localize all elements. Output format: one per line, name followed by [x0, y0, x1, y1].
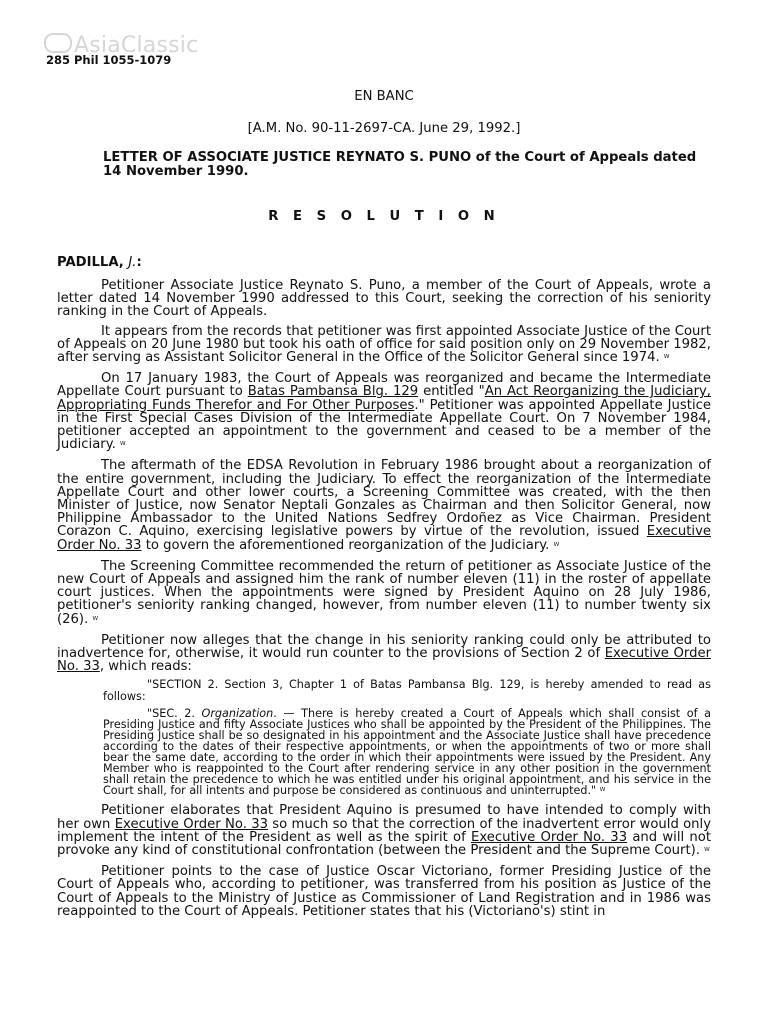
- resolution-heading: R E S O L U T I O N: [268, 209, 500, 224]
- paragraph-5: The Screening Committee recommended the return of petitioner as Associate Justice of the new Court of Appeals and assigned him the rank of number eleven (11) in the roster of appellate court justices. When the appointments were signed by President Aquino on 28 July 1986, petitioner's seniority ranking changed, however, from number eleven (11) to number twenty six (26). ᵂ: [57, 558, 711, 627]
- docket-number: [A.M. No. 90-11-2697-CA. June 29, 1992.]: [247, 121, 521, 136]
- logo-icon: [44, 33, 72, 53]
- paragraph-6: Petitioner now alleges that the change in his seniority ranking could only be attributed to inadvertence for, otherwise, it would run counter to the provisions of Section 2 of Executive Order No. 33, which reads:: [57, 632, 711, 675]
- link-eo-33[interactable]: Executive Order No. 33: [57, 524, 711, 553]
- link-bp-129[interactable]: Batas Pambansa Blg. 129: [247, 384, 419, 400]
- link-eo-33[interactable]: Executive Order No. 33: [471, 829, 628, 845]
- link-eo-33[interactable]: Executive Order No. 33: [114, 816, 268, 832]
- quote-sec-2-organization: "SEC. 2. Organization. — There is hereby created a Court of Appeals which shall consist of a Presiding Justice and fifty Associate Justices who shall be appointed by the President of the Philippines. The Presiding Justice shall be so designated in his appointment and the Associate Justice shall have precedence according to the dates of their respective appointments, or when the appointments of two or more shall bear the same date, according to the order in which their appointments were issued by the President. Any Member who is reappointed to the Court after rendering service in any other position in the government shall retain the precedence to which he was entitled under his original appointment, and his service in the Court shall, for all intents and purpose be considered as continuous and uninterrupted." ᵂ: [103, 706, 711, 798]
- link-eo-33[interactable]: Executive Order No. 33: [57, 646, 711, 675]
- footnote-icon[interactable]: ᵂ: [599, 787, 606, 798]
- footnote-icon[interactable]: ᵂ: [663, 354, 670, 365]
- paragraph-3: On 17 January 1983, the Court of Appeals was reorganized and became the Intermediate Appellate Court pursuant to Batas Pambansa Blg. 129 entitled "An Act Reorganizing the Judiciary, Appropriating Funds Therefor and For Other Purposes." Petitioner was appointed Appellate Justice in the First Special Cases Division of the Intermediate Appellate Court. On 7 November 1984, petitioner accepted an appointment to the government and ceased to be a member of the Judiciary. ᵂ: [57, 371, 711, 453]
- footnote-icon[interactable]: ᵂ: [120, 441, 126, 452]
- citation: 285 Phil 1055-1079: [46, 53, 172, 67]
- paragraph-2: It appears from the records that petitioner was first appointed Associate Justice of the Court of Appeals on 20 June 1980 but took his oath of office for said position only on 29 November 1982, after serving as Assistant Solicitor General in the Office of the Solicitor General since 1974. ᵂ: [57, 323, 711, 366]
- footnote-icon[interactable]: ᵂ: [704, 847, 710, 858]
- footnote-icon[interactable]: ᵂ: [553, 541, 560, 552]
- footnote-icon[interactable]: ᵂ: [92, 615, 99, 626]
- paragraph-4: The aftermath of the EDSA Revolution in February 1986 brought about a reorganization of the entire government, including the Judiciary. To effect the reorganization of the Intermediate Appellate Court and other lower courts, a Screening Committee was created, with the then Minister of Justice, now Senator Neptali Gonzales as Chairman and then Solicitor General, now Philippine Ambassador to the United Nations Sedfrey Ordoñez as Vice Chairman. President Corazon C. Aquino, exercising legislative powers by virtue of the revolution, issued Executive Order No. 33 to govern the aforementioned reorganization of the Judiciary. ᵂ: [57, 458, 711, 553]
- resolution-body: [57, 279, 711, 924]
- letter-title: LETTER OF ASSOCIATE JUSTICE REYNATO S. PUNO of the Court of Appeals dated 14 November 1990.: [103, 150, 697, 179]
- division-heading: EN BANC: [354, 89, 414, 104]
- watermark-text: AsiaClassic: [74, 33, 199, 58]
- link-act-reorganizing[interactable]: An Act Reorganizing the Judiciary, Appropriating Funds Therefor and For Other Purposes: [57, 384, 711, 413]
- paragraph-7: Petitioner elaborates that President Aquino is presumed to have intended to comply with her own Executive Order No. 33 so much so that the correction of the inadvertent error would only implement the intent of the President as well as the spirit of Executive Order No. 33 and will not provoke any kind of constitutional confrontation (between the President and the Supreme Court). ᵂ: [57, 803, 712, 859]
- paragraph-8: Petitioner points to the case of Justice Oscar Victoriano, former Presiding Justice of the Court of Appeals who, according to petitioner, was transferred from his position as Justice of the Court of Appeals to the Ministry of Justice as Commissioner of Land Registration and in 1986 was reappointed to the Court of Appeals. Petitioner states that his (Victoriano's) stint in: [57, 864, 711, 919]
- ponente: PADILLA, J.:: [57, 255, 142, 270]
- quote-section-2: "SECTION 2. Section 3, Chapter 1 of Batas Pambansa Blg. 129, is hereby amended to read as follows:: [103, 678, 711, 703]
- paragraph-1: Petitioner Associate Justice Reynato S. Puno, a member of the Court of Appeals, wrote a letter dated 14 November 1990 addressed to this Court, seeking the correction of his seniority ranking in the Court of Appeals.: [57, 278, 711, 320]
